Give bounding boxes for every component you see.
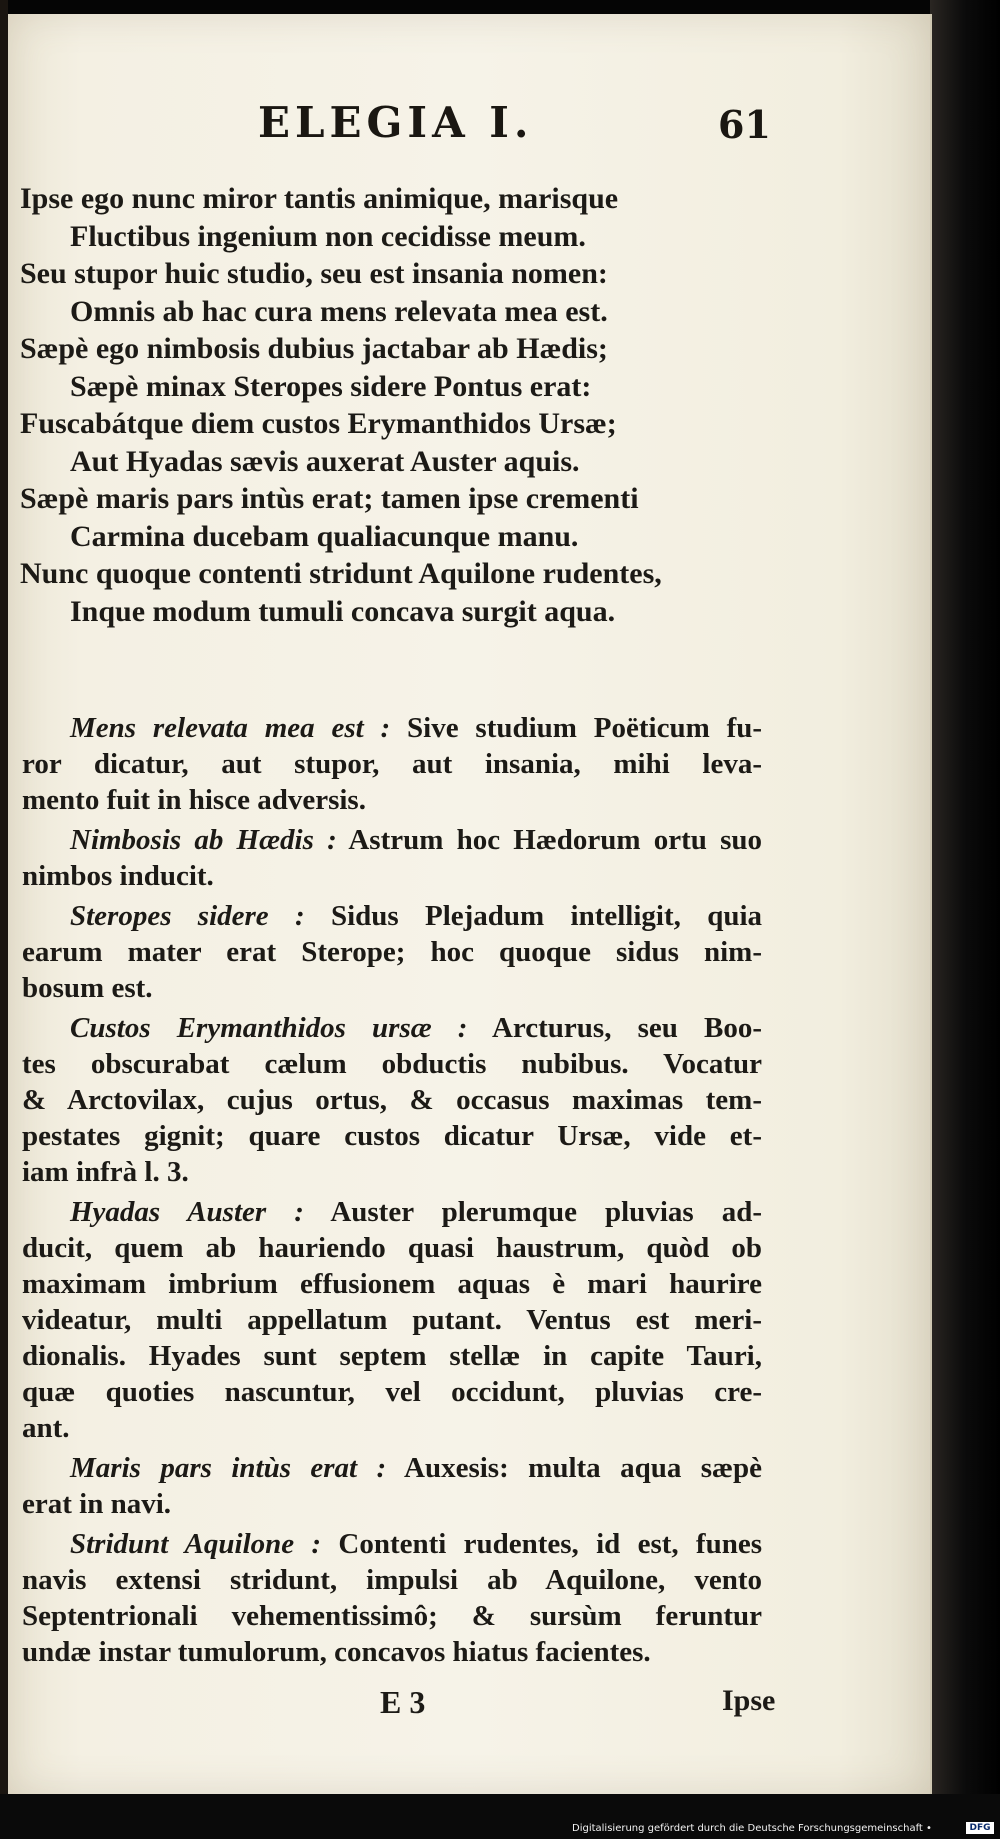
note-first-line — [22, 710, 762, 746]
commentary-block — [22, 706, 762, 1670]
note-first-line — [22, 1526, 762, 1562]
note-line: ror dicatur, aut stupor, aut insania, mihi leva- — [22, 748, 762, 780]
verse-line: Carmina ducebam qualiacunque manu. — [70, 519, 579, 553]
note-lemma: Steropes sidere : — [70, 900, 305, 932]
verse-line: Aut Hyadas sævis auxerat Auster aquis. — [70, 444, 580, 478]
note-first-line — [22, 1194, 762, 1230]
scan-top-border — [0, 0, 1000, 14]
note-lemma: Hyadas Auster : — [70, 1196, 304, 1228]
note-lemma: Custos Erymanthidos ursæ : — [70, 1012, 468, 1044]
note-lemma: Nimbosis ab Hædis : — [70, 824, 337, 856]
verse-line: Sæpè maris pars intùs erat; tamen ipse crementi — [20, 482, 639, 515]
page-footer — [8, 1684, 930, 1724]
verse-line: Nunc quoque contenti stridunt Aquilone rudentes, — [20, 557, 662, 590]
note-text: Auxesis: multa aqua sæpè — [386, 1452, 762, 1484]
note-first-line — [22, 898, 762, 934]
verse-line: Ipse ego nunc miror tantis animique, marisque — [20, 182, 619, 215]
digitization-credit: Digitalisierung gefördert durch die Deutsche Forschungsgemeinschaft • — [572, 1823, 932, 1834]
note-text: Astrum hoc Hædorum ortu suo — [336, 824, 762, 856]
note-line: nimbos inducit. — [22, 860, 214, 892]
note-line: earum mater erat Sterope; hoc quoque sidus nim- — [22, 936, 762, 968]
verse-line: Sæpè ego nimbosis dubius jactabar ab Hædis; — [20, 332, 608, 365]
signature-mark: E 3 — [380, 1684, 426, 1720]
note-line: dionalis. Hyades sunt septem stellæ in capite Tauri, — [22, 1340, 762, 1372]
scan-right-border — [930, 0, 1000, 1800]
note-text: Auster plerumque pluvias ad- — [303, 1196, 762, 1228]
note-lemma: Stridunt Aquilone : — [70, 1528, 322, 1560]
note-first-line — [22, 1010, 762, 1046]
note-line: tes obscurabat cælum obductis nubibus. Vocatur — [22, 1048, 762, 1080]
verse-line: Omnis ab hac cura mens relevata mea est. — [70, 294, 608, 328]
note-line: erat in navi. — [22, 1488, 172, 1520]
note-text: Sive studium Poëticum fu- — [390, 712, 763, 744]
page-title: ELEGIA I. — [258, 98, 534, 147]
verse-line: Fuscabátque diem custos Erymanthidos Ursæ; — [20, 407, 617, 440]
verse-line: Fluctibus ingenium non cecidisse meum. — [70, 219, 586, 253]
note-line: quæ quoties nascuntur, vel occidunt, pluvias cre- — [22, 1376, 762, 1408]
verse-block — [20, 180, 900, 630]
catchword: Ipse — [722, 1684, 776, 1717]
note-text: Contenti rudentes, id est, funes — [321, 1528, 762, 1560]
verse-line: Inque modum tumuli concava surgit aqua. — [70, 594, 616, 628]
note-line: pestates gignit; quare custos dicatur Ursæ, vide et- — [22, 1120, 762, 1152]
note-line: ant. — [22, 1412, 70, 1444]
note-lemma: Maris pars intùs erat : — [70, 1452, 387, 1484]
verse-line: Seu stupor huic studio, seu est insania nomen: — [20, 257, 608, 290]
running-header — [8, 98, 930, 158]
note-text: Sidus Plejadum intelligit, quia — [304, 900, 763, 932]
note-line: Septentrionali vehementissimô; & sursùm feruntur — [22, 1600, 762, 1632]
note-line: bosum est. — [22, 972, 153, 1004]
page-number: 61 — [718, 102, 771, 147]
note-lemma: Mens relevata mea est : — [70, 712, 391, 744]
note-first-line — [22, 822, 762, 858]
note-line: iam infrà l. 3. — [22, 1156, 189, 1188]
dfg-logo: DFG — [966, 1822, 994, 1834]
note-line: undæ instar tumulorum, concavos hiatus facientes. — [22, 1636, 651, 1668]
note-first-line — [22, 1450, 762, 1486]
book-page — [8, 14, 932, 1794]
verse-line: Sæpè minax Steropes sidere Pontus erat: — [70, 369, 592, 403]
note-line: & Arctovilax, cujus ortus, & occasus maximas tem- — [22, 1084, 762, 1116]
note-text: Arcturus, seu Boo- — [467, 1012, 762, 1044]
note-line: videatur, multi appellatum putant. Ventus est meri- — [22, 1304, 762, 1336]
scan-left-border — [0, 0, 8, 1839]
note-line: navis extensi stridunt, impulsi ab Aquilone, vento — [22, 1564, 762, 1596]
note-line: mento fuit in hisce adversis. — [22, 784, 366, 816]
note-line: ducit, quem ab hauriendo quasi haustrum, quòd ob — [22, 1232, 762, 1264]
note-line: maximam imbrium effusionem aquas è mari haurire — [22, 1268, 762, 1300]
